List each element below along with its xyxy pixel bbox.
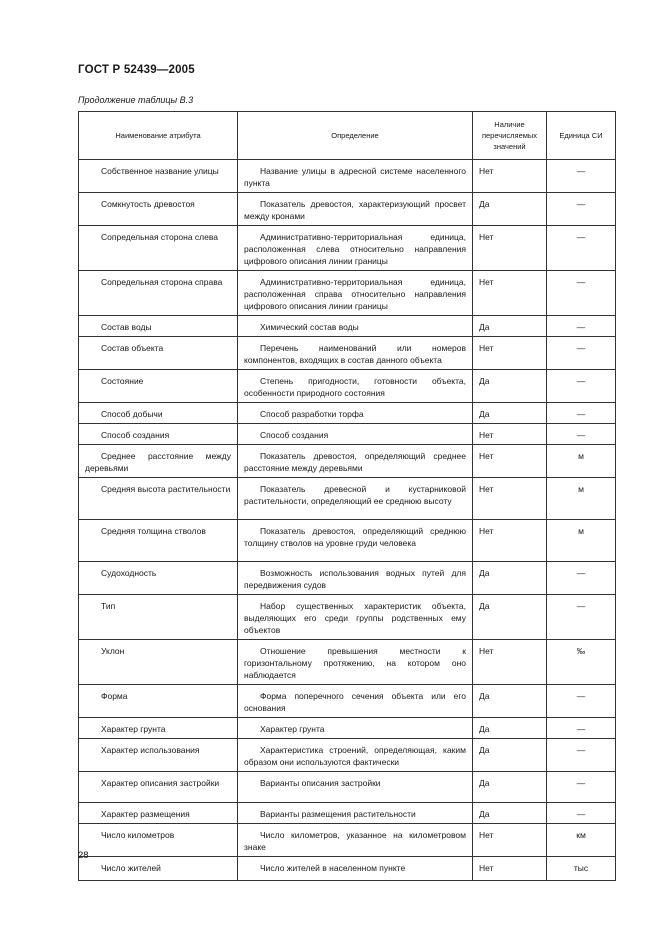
unit-cell: [547, 403, 616, 424]
enumerable-cell: [473, 316, 547, 337]
unit-cell-text: —: [576, 166, 586, 176]
enumerable-cell: [473, 562, 547, 595]
unit-cell-text: тыс: [573, 863, 589, 873]
definition-cell: [238, 520, 473, 562]
definition-cell: [238, 562, 473, 595]
unit-cell: [547, 772, 616, 803]
attribute-name-cell-text: Средняя толщина стволов: [101, 526, 206, 536]
table-row: [79, 271, 616, 316]
table-row: [79, 478, 616, 520]
enumerable-cell: [473, 403, 547, 424]
table-row: [79, 685, 616, 718]
unit-cell: [547, 562, 616, 595]
definition-cell-text: Отношение превышения местности к горизонтальному протяжению, на котором оно наблюдается: [244, 646, 466, 680]
enumerable-cell: [473, 739, 547, 772]
unit-cell-text: —: [576, 322, 586, 332]
attribute-name-cell: [79, 772, 238, 803]
attribute-name-cell-text: Состав воды: [101, 322, 152, 332]
column-header-unit: Единица СИ: [547, 112, 616, 160]
definition-cell-text: Показатель древостоя, характеризующий просвет между кронами: [244, 199, 466, 221]
page-number: 28: [78, 850, 89, 861]
table-row: [79, 445, 616, 478]
definition-cell: [238, 478, 473, 520]
definition-cell: [238, 271, 473, 316]
attribute-name-cell-text: Способ создания: [101, 430, 170, 440]
enumerable-cell: [473, 370, 547, 403]
enumerable-cell-text: Да: [479, 724, 490, 734]
attribute-name-cell-text: Собственное название улицы: [101, 166, 219, 176]
enumerable-cell-text: Да: [479, 409, 490, 419]
table-row: [79, 316, 616, 337]
attribute-name-cell-text: Судоходность: [101, 568, 157, 578]
attribute-name-cell-text: Характер размещения: [101, 809, 190, 819]
definition-cell: [238, 685, 473, 718]
unit-cell: [547, 685, 616, 718]
enumerable-cell: [473, 772, 547, 803]
definition-cell-text: Форма поперечного сечения объекта или его основания: [244, 691, 466, 713]
attribute-name-cell: [79, 193, 238, 226]
enumerable-cell: [473, 193, 547, 226]
unit-cell: [547, 445, 616, 478]
attribute-name-cell: [79, 160, 238, 193]
unit-cell: [547, 640, 616, 685]
attribute-name-cell-text: Среднее расстояние между деревьями: [85, 451, 231, 473]
attribute-name-cell-text: Форма: [101, 691, 128, 701]
attribute-name-cell: [79, 803, 238, 824]
unit-cell: [547, 718, 616, 739]
enumerable-cell: [473, 803, 547, 824]
attribute-name-cell: [79, 857, 238, 881]
unit-cell-text: —: [576, 745, 586, 755]
enumerable-cell: [473, 160, 547, 193]
unit-cell: [547, 520, 616, 562]
enumerable-cell: [473, 445, 547, 478]
attribute-name-cell: [79, 424, 238, 445]
table-row: [79, 520, 616, 562]
definition-cell: [238, 739, 473, 772]
unit-cell: [547, 478, 616, 520]
unit-cell-text: —: [576, 568, 586, 578]
unit-cell: [547, 739, 616, 772]
attribute-name-cell: [79, 520, 238, 562]
definition-cell-text: Показатель древостоя, определяющий среднюю толщину стволов на уровне груди человека: [244, 526, 466, 548]
unit-cell: [547, 271, 616, 316]
attribute-name-cell-text: Состав объекта: [101, 343, 164, 353]
enumerable-cell-text: Да: [479, 601, 490, 611]
attribute-name-cell-text: Уклон: [101, 646, 125, 656]
enumerable-cell: [473, 824, 547, 857]
enumerable-cell-text: Нет: [479, 830, 494, 840]
attribute-name-cell: [79, 445, 238, 478]
unit-cell-text: —: [576, 691, 586, 701]
enumerable-cell: [473, 685, 547, 718]
enumerable-cell-text: Нет: [479, 484, 494, 494]
unit-cell-text: ‰: [576, 646, 586, 656]
definition-cell: [238, 403, 473, 424]
column-header-enumerable: Наличие перечисляемых значений: [473, 112, 547, 160]
enumerable-cell: [473, 520, 547, 562]
attribute-name-cell: [79, 595, 238, 640]
table-row: [79, 824, 616, 857]
header-row: [79, 112, 616, 160]
definition-cell-text: Характер грунта: [260, 724, 325, 734]
definition-cell: [238, 857, 473, 881]
table-row: [79, 857, 616, 881]
unit-cell-text: —: [576, 778, 586, 788]
column-header-definition: Определение: [238, 112, 473, 160]
unit-cell-text: м: [578, 526, 584, 536]
attribute-name-cell: [79, 718, 238, 739]
unit-cell: [547, 316, 616, 337]
table-row: [79, 403, 616, 424]
enumerable-cell-text: Нет: [479, 343, 494, 353]
definition-cell-text: Перечень наименований или номеров компонентов, входящих в состав данного объекта: [244, 343, 466, 365]
unit-cell: [547, 857, 616, 881]
attribute-name-cell: [79, 562, 238, 595]
unit-cell: [547, 595, 616, 640]
unit-cell-text: —: [576, 809, 586, 819]
definition-cell-text: Характеристика строений, определяющая, каким образом они используются фактически: [244, 745, 466, 767]
enumerable-cell-text: Да: [479, 376, 490, 386]
attribute-name-cell: [79, 739, 238, 772]
table-row: [79, 718, 616, 739]
definition-cell-text: Название улицы в адресной системе населенного пункта: [244, 166, 466, 188]
attribute-name-cell: [79, 640, 238, 685]
definition-cell: [238, 226, 473, 271]
unit-cell-text: —: [576, 199, 586, 209]
table-row: [79, 226, 616, 271]
definition-cell-text: Возможность использования водных путей для передвижения судов: [244, 568, 466, 590]
enumerable-cell-text: Да: [479, 199, 490, 209]
table-row: [79, 640, 616, 685]
unit-cell-text: —: [576, 430, 586, 440]
enumerable-cell-text: Нет: [479, 166, 494, 176]
enumerable-cell-text: Нет: [479, 277, 494, 287]
definition-cell: [238, 424, 473, 445]
enumerable-cell-text: Да: [479, 778, 490, 788]
definition-cell-text: Химический состав воды: [260, 322, 359, 332]
unit-cell: [547, 424, 616, 445]
definition-cell: [238, 445, 473, 478]
table-row: [79, 739, 616, 772]
unit-cell: [547, 160, 616, 193]
attribute-name-cell: [79, 271, 238, 316]
definition-cell: [238, 160, 473, 193]
unit-cell: [547, 337, 616, 370]
definition-cell: [238, 370, 473, 403]
definition-cell: [238, 595, 473, 640]
enumerable-cell: [473, 424, 547, 445]
table-row: [79, 193, 616, 226]
document-code: ГОСТ Р 52439—2005: [78, 64, 195, 76]
enumerable-cell-text: Нет: [479, 232, 494, 242]
attribute-name-cell-text: Сомкнутость древостоя: [101, 199, 195, 209]
unit-cell-text: км: [576, 830, 586, 840]
enumerable-cell-text: Нет: [479, 430, 494, 440]
unit-cell-text: —: [576, 232, 586, 242]
table-row: [79, 370, 616, 403]
enumerable-cell-text: Нет: [479, 526, 494, 536]
table-row: [79, 803, 616, 824]
definition-cell-text: Показатель древесной и кустарниковой растительности, определяющий ее среднюю высоту: [244, 484, 466, 506]
enumerable-cell: [473, 337, 547, 370]
attribute-name-cell-text: Сопредельная сторона слева: [101, 232, 219, 242]
definition-cell-text: Набор существенных характеристик объекта, выделяющих его среди группы родственных ему объектов: [244, 601, 466, 635]
enumerable-cell-text: Да: [479, 809, 490, 819]
enumerable-cell: [473, 718, 547, 739]
definition-cell-text: Варианты размещения растительности: [260, 809, 416, 819]
table-row: [79, 562, 616, 595]
unit-cell: [547, 226, 616, 271]
definition-cell-text: Показатель древостоя, определяющий среднее расстояние между деревьями: [244, 451, 466, 473]
table-row: [79, 772, 616, 803]
enumerable-cell: [473, 226, 547, 271]
attribute-name-cell: [79, 403, 238, 424]
unit-cell: [547, 193, 616, 226]
attribute-name-cell-text: Способ добычи: [101, 409, 163, 419]
enumerable-cell: [473, 857, 547, 881]
table-body: [79, 160, 616, 881]
enumerable-cell-text: Да: [479, 745, 490, 755]
table-header: [79, 112, 616, 160]
enumerable-cell: [473, 640, 547, 685]
table-row: [79, 424, 616, 445]
definition-cell: [238, 772, 473, 803]
definition-cell-text: Способ создания: [260, 430, 329, 440]
table-row: [79, 595, 616, 640]
definition-cell-text: Способ разработки торфа: [260, 409, 364, 419]
unit-cell-text: —: [576, 601, 586, 611]
definition-cell: [238, 718, 473, 739]
enumerable-cell-text: Да: [479, 691, 490, 701]
definition-cell-text: Число километров, указанное на километровом знаке: [244, 830, 466, 852]
attribute-name-cell-text: Характер грунта: [101, 724, 166, 734]
attribute-name-cell-text: Характер описания застройки: [101, 778, 220, 788]
definition-cell-text: Число жителей в населенном пункте: [260, 863, 406, 873]
definition-cell-text: Административно-территориальная единица, расположенная слева относительно направления цифрового описания линии границы: [244, 232, 466, 266]
definition-cell: [238, 803, 473, 824]
column-header-name: Наименование атрибута: [79, 112, 238, 160]
unit-cell-text: м: [578, 484, 584, 494]
attribute-name-cell: [79, 478, 238, 520]
definition-cell: [238, 640, 473, 685]
enumerable-cell: [473, 271, 547, 316]
attribute-name-cell-text: Средняя высота растительности: [101, 484, 231, 494]
definition-cell-text: Варианты описания застройки: [260, 778, 381, 788]
definition-cell: [238, 824, 473, 857]
attribute-table: [78, 111, 616, 881]
unit-cell-text: —: [576, 724, 586, 734]
enumerable-cell-text: Да: [479, 568, 490, 578]
table-row: [79, 337, 616, 370]
attribute-name-cell-text: Число жителей: [101, 863, 161, 873]
enumerable-cell: [473, 595, 547, 640]
attribute-name-cell: [79, 370, 238, 403]
unit-cell-text: м: [578, 451, 584, 461]
definition-cell: [238, 316, 473, 337]
definition-cell: [238, 193, 473, 226]
attribute-name-cell-text: Сопредельная сторона справа: [101, 277, 223, 287]
unit-cell-text: —: [576, 409, 586, 419]
unit-cell: [547, 370, 616, 403]
attribute-name-cell: [79, 824, 238, 857]
definition-cell: [238, 337, 473, 370]
unit-cell-text: —: [576, 343, 586, 353]
attribute-name-cell-text: Характер использования: [101, 745, 200, 755]
table-row: [79, 160, 616, 193]
attribute-name-cell: [79, 316, 238, 337]
unit-cell-text: —: [576, 376, 586, 386]
attribute-name-cell: [79, 685, 238, 718]
unit-cell: [547, 824, 616, 857]
definition-cell-text: Административно-территориальная единица, расположенная справа относительно направления цифрового описания линии границы: [244, 277, 466, 311]
table-caption: Продолжение таблицы В.3: [78, 95, 194, 105]
unit-cell: [547, 803, 616, 824]
attribute-name-cell: [79, 337, 238, 370]
attribute-name-cell-text: Число километров: [101, 830, 175, 840]
definition-cell-text: Степень пригодности, готовности объекта, особенности природного состояния: [244, 376, 466, 398]
enumerable-cell-text: Нет: [479, 451, 494, 461]
enumerable-cell-text: Нет: [479, 646, 494, 656]
attribute-name-cell-text: Состояние: [101, 376, 144, 386]
attribute-name-cell: [79, 226, 238, 271]
unit-cell-text: —: [576, 277, 586, 287]
enumerable-cell-text: Да: [479, 322, 490, 332]
enumerable-cell: [473, 478, 547, 520]
attribute-name-cell-text: Тип: [101, 601, 116, 611]
enumerable-cell-text: Нет: [479, 863, 494, 873]
